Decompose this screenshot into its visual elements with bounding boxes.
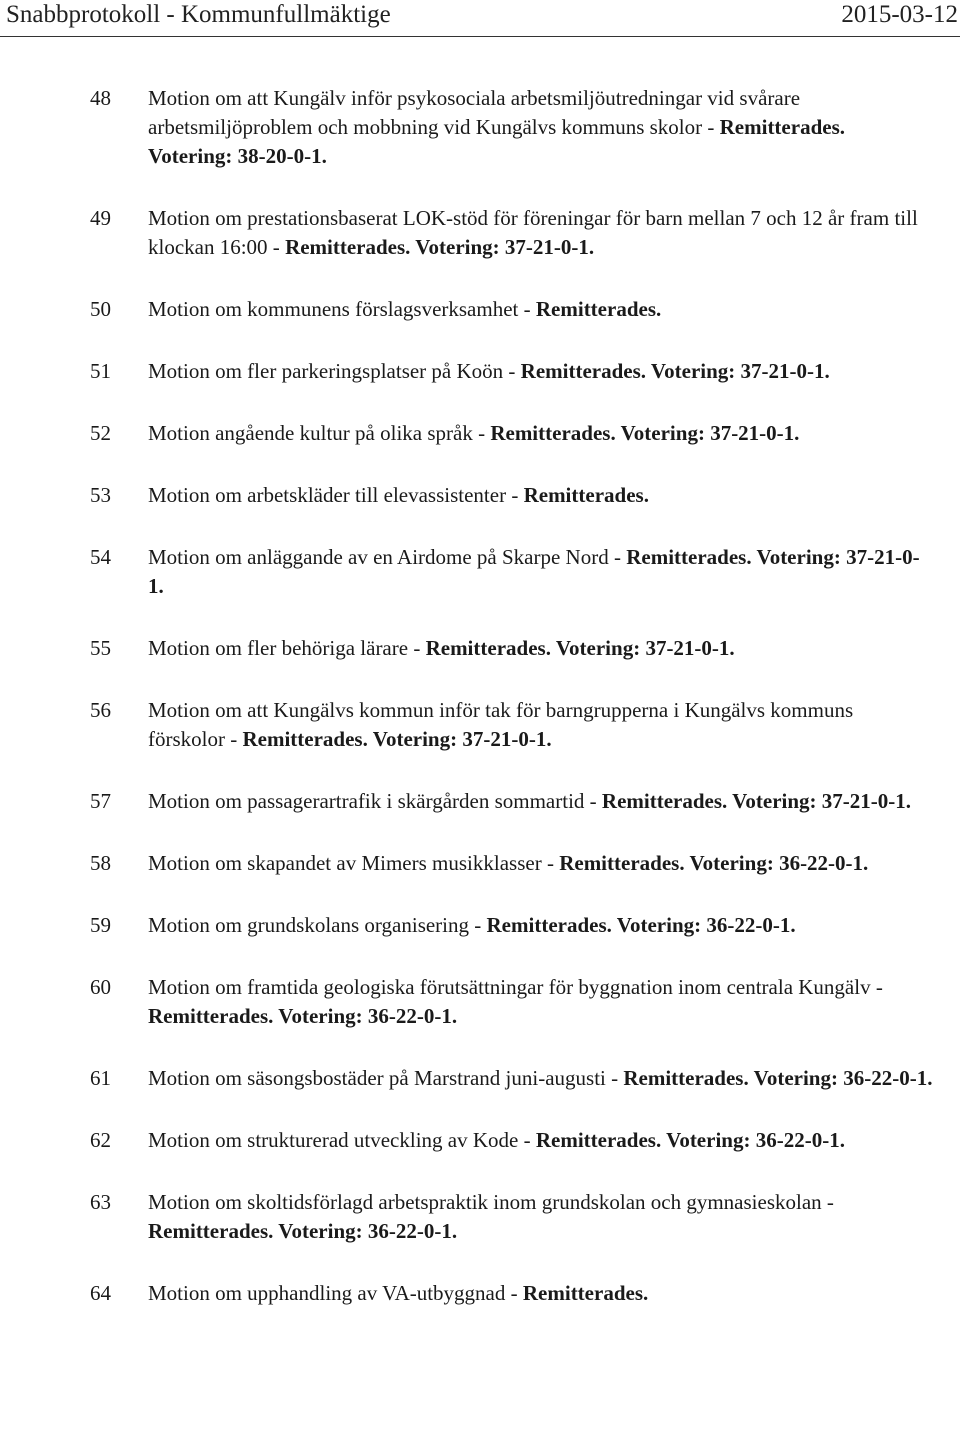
item-body: [148, 84, 933, 171]
item-result: Remitterades. Votering: 37-21-0-1.: [520, 359, 830, 383]
item-number: 49: [90, 206, 111, 230]
agenda-item: [0, 481, 960, 510]
item-result: Remitterades.: [522, 1281, 649, 1305]
item-number: 53: [90, 483, 111, 507]
item-text: Motion om fler behöriga lärare -: [148, 636, 426, 660]
item-result: Remitterades. Votering: 37-21-0-1.: [601, 789, 912, 813]
item-number: 60: [90, 975, 111, 999]
agenda-item: [0, 911, 960, 940]
item-number: 52: [90, 421, 111, 445]
item-result: Remitterades. Votering: 36-22-0-1.: [148, 1004, 458, 1028]
item-body: [148, 911, 933, 940]
item-text: Motion om strukturerad utveckling av Kode -: [148, 1128, 536, 1152]
item-number: 59: [90, 913, 111, 937]
item-text: Motion om att Kungälvs kommun inför tak för barngrupperna i Kungälvs kommuns förskolor -: [148, 698, 854, 751]
agenda-item: [0, 295, 960, 324]
item-result: Remitterades. Votering: 37-21-0-1.: [285, 235, 595, 259]
item-number: 51: [90, 359, 111, 383]
item-result: Remitterades. Votering: 37-21-0-1.: [242, 727, 552, 751]
agenda-item: [0, 357, 960, 386]
item-result: Remitterades. Votering: 36-22-0-1.: [148, 1219, 458, 1243]
agenda-item: [0, 419, 960, 448]
item-body: [148, 295, 933, 324]
item-text: Motion om grundskolans organisering -: [148, 913, 487, 937]
item-body: [148, 419, 933, 448]
item-body: [148, 1188, 933, 1246]
item-result: Remitterades. Votering: 37-21-0-1.: [425, 636, 735, 660]
agenda-item: [0, 634, 960, 663]
item-result: Remitterades. Votering: 36-22-0-1.: [535, 1128, 845, 1152]
agenda-item: [0, 543, 960, 601]
item-body: [148, 357, 933, 386]
header-divider: [0, 36, 960, 37]
item-result: Remitterades. Votering: 36-22-0-1.: [623, 1066, 933, 1090]
item-text: Motion om framtida geologiska förutsättningar för byggnation inom centrala Kungälv -: [148, 975, 883, 999]
agenda-item: [0, 973, 960, 1031]
item-number: 61: [90, 1066, 111, 1090]
item-number: 50: [90, 297, 111, 321]
item-body: [148, 543, 933, 601]
page-header: [0, 0, 960, 34]
item-text: Motion om skapandet av Mimers musikklasser -: [148, 851, 560, 875]
item-body: [148, 973, 933, 1031]
item-body: [148, 481, 933, 510]
document-date: 2015-03-12: [841, 1, 958, 28]
agenda-item: [0, 1188, 960, 1246]
item-result: Remitterades. Votering: 37-21-0-1.: [490, 421, 800, 445]
item-text: Motion om skoltidsförlagd arbetspraktik inom grundskolan och gymnasieskolan -: [148, 1190, 834, 1214]
item-number: 55: [90, 636, 111, 660]
item-result: Remitterades.: [523, 483, 649, 507]
agenda-item: [0, 696, 960, 754]
agenda-item: [0, 1126, 960, 1155]
item-result: Remitterades. Votering: 37-21-0-1.: [148, 545, 920, 598]
item-text: Motion om arbetskläder till elevassistenter -: [148, 483, 524, 507]
agenda-item: [0, 849, 960, 878]
item-text: Motion om säsongsbostäder på Marstrand juni-augusti -: [148, 1066, 624, 1090]
item-number: 48: [90, 86, 111, 110]
item-result: Remitterades. Votering: 36-22-0-1.: [559, 851, 869, 875]
item-text: Motion om fler parkeringsplatser på Koön -: [148, 359, 521, 383]
item-result: Remitterades.: [535, 297, 662, 321]
item-number: 58: [90, 851, 111, 875]
item-text: Motion om upphandling av VA-utbyggnad -: [148, 1281, 523, 1305]
document-title: Snabbprotokoll - Kommunfullmäktige: [6, 1, 391, 28]
agenda-item: [0, 787, 960, 816]
item-text: Motion om passagerartrafik i skärgården sommartid -: [148, 789, 602, 813]
item-text: Motion om prestationsbaserat LOK-stöd för föreningar för barn mellan 7 och 12 år fram till klockan 16:00 -: [148, 206, 918, 259]
item-number: 56: [90, 698, 111, 722]
item-body: [148, 849, 933, 878]
item-number: 54: [90, 545, 111, 569]
item-number: 64: [90, 1281, 111, 1305]
item-result: Remitterades. Votering: 36-22-0-1.: [486, 913, 796, 937]
agenda-list: [0, 84, 960, 1341]
agenda-item: [0, 1279, 960, 1308]
item-body: [148, 634, 933, 663]
item-body: [148, 1126, 933, 1155]
item-body: [148, 787, 933, 816]
item-text: Motion om att Kungälv inför psykosociala arbetsmiljöutredningar vid svårare arbetsmiljöproblem och mobbning vid Kungälvs kommuns skolor -: [148, 86, 801, 139]
item-number: 62: [90, 1128, 111, 1152]
agenda-item: [0, 84, 960, 171]
item-body: [148, 1279, 933, 1308]
item-body: [148, 1064, 933, 1093]
agenda-item: [0, 1064, 960, 1093]
item-text: Motion om kommunens förslagsverksamhet -: [148, 297, 536, 321]
item-result: Remitterades. Votering: 38-20-0-1.: [148, 115, 845, 168]
item-body: [148, 696, 933, 754]
item-body: [148, 204, 933, 262]
item-text: Motion angående kultur på olika språk -: [148, 421, 491, 445]
item-text: Motion om anläggande av en Airdome på Skarpe Nord -: [148, 545, 627, 569]
item-number: 63: [90, 1190, 111, 1214]
item-number: 57: [90, 789, 111, 813]
agenda-item: [0, 204, 960, 262]
